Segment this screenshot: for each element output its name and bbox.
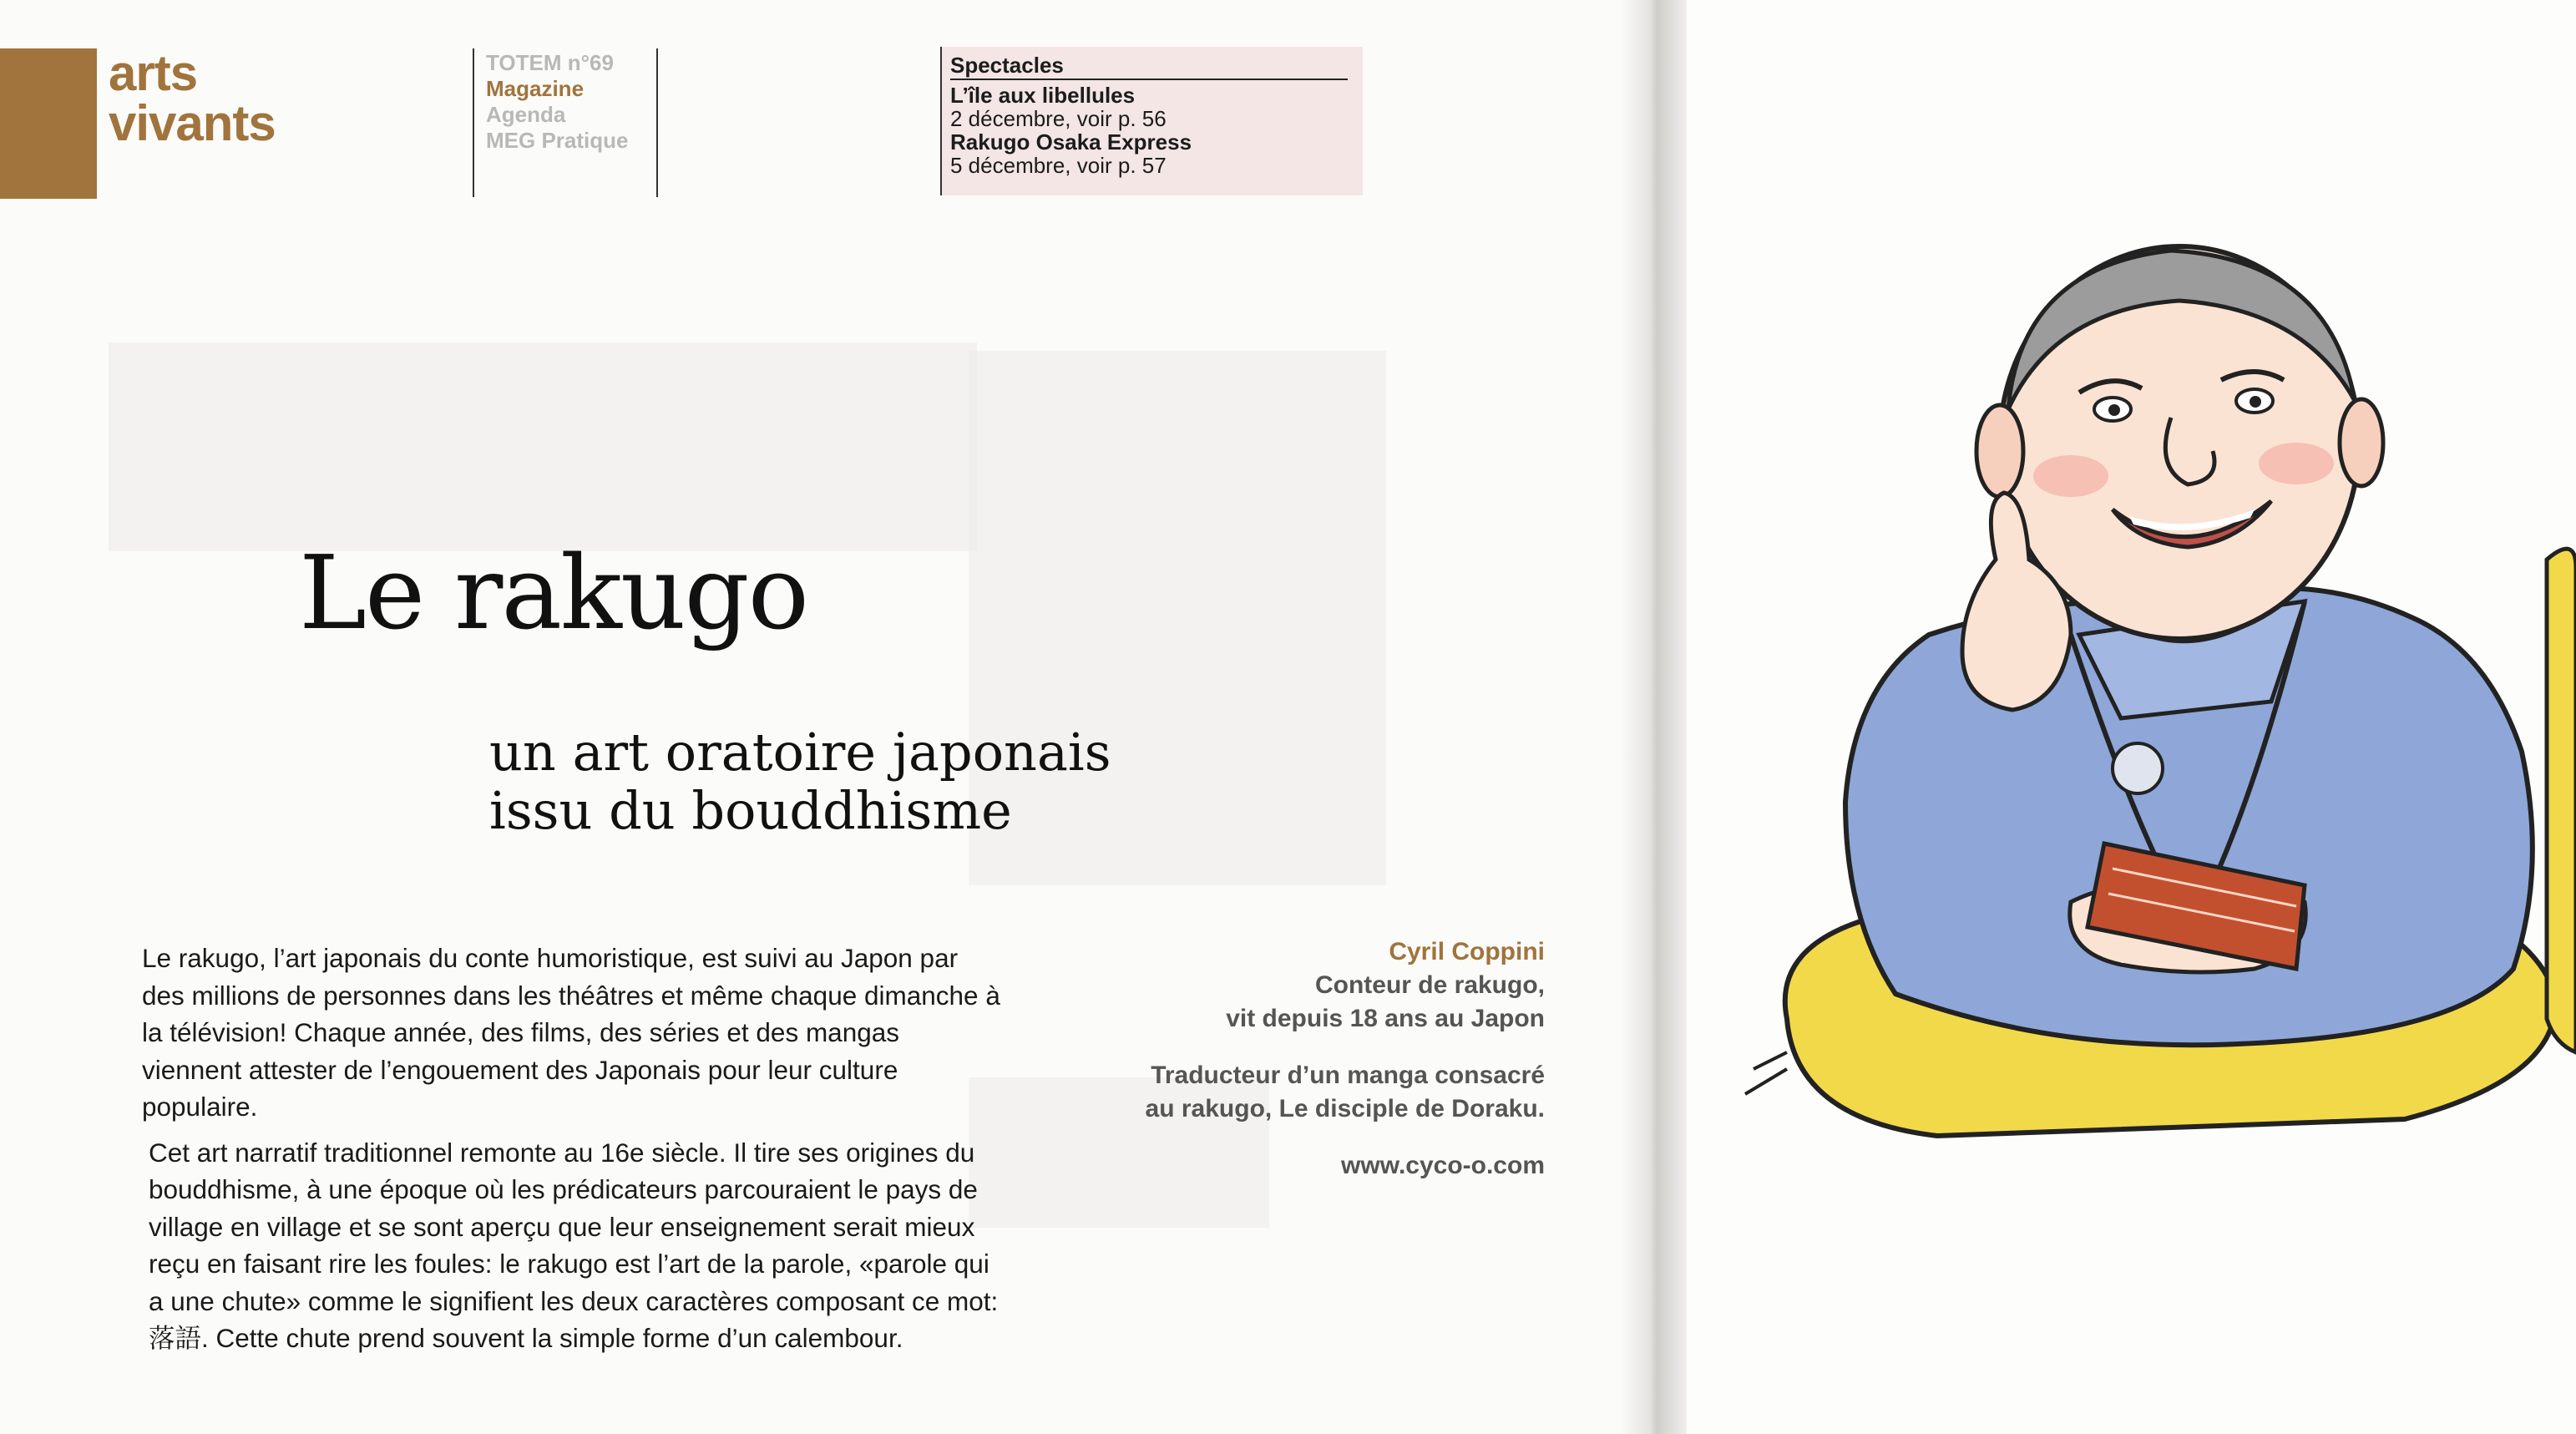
page-gutter (1620, 0, 1687, 1434)
section-color-bar (0, 48, 97, 199)
body-paragraph: Cet art narratif traditionnel remonte au 16e siècle. Il tire ses origines du bouddhisme, à une époque où les prédicateurs parcouraient le pays de village en village et se sont aperçu que leur enseignement serait mieux reçu en faisant rire les foules: le rakugo est l’art de la parole, «parole qui a une chute» comme le signifient les deux caractères composant ce mot: 落語. Cette chute prend souvent la simple forme d’un calembour. (149, 1137, 999, 1353)
body-paragraph: Le rakugo, l’art japonais du conte humoristique, est suivi au Japon par des millions de personnes dans les théâtres et même chaque dimanche à la télévision! Chaque année, des films, des séries et des mangas viennent attester de l’engouement des Japonais pour leur culture populaire. (142, 943, 1000, 1122)
show-through (109, 342, 977, 551)
spectacles-heading: Spectacles (950, 53, 1348, 80)
event-title: L’île aux libellules (950, 83, 1136, 108)
article-subtitle (489, 723, 1111, 840)
storyteller-illustration (1720, 167, 2576, 1269)
section-tag (109, 45, 276, 151)
section-tag-line2: vivants (109, 95, 276, 151)
subtitle-line1: un art oratoire japonais (489, 722, 1111, 783)
subtitle-line2: issu du bouddhisme (489, 780, 1012, 841)
nav-item-magazine: Magazine (486, 76, 585, 101)
magazine-nav (473, 48, 658, 197)
author-credit: au rakugo, Le disciple de Doraku. (1145, 1095, 1545, 1122)
article-title: Le rakugo (299, 534, 808, 652)
author-role: vit depuis 18 ans au Japon (1226, 1005, 1545, 1032)
author-website-link[interactable]: www.cyco-o.com (1341, 1152, 1545, 1179)
author-credit: Traducteur d’un manga consacré (1151, 1062, 1545, 1089)
article-body (142, 940, 1002, 1366)
section-tag-line1: arts (109, 45, 198, 101)
author-name: Cyril Coppini (1389, 938, 1545, 965)
nav-item-issue: TOTEM n°69 (486, 50, 614, 75)
nav-item-meg-pratique: MEG Pratique (486, 128, 629, 153)
nav-item-agenda: Agenda (486, 102, 566, 127)
author-role: Conteur de rakugo, (1314, 971, 1545, 999)
event-detail: 5 décembre, voir p. 57 (950, 153, 1167, 178)
event-title: Rakugo Osaka Express (950, 129, 1192, 155)
event-detail: 2 décembre, voir p. 56 (950, 106, 1167, 131)
author-block (985, 935, 1545, 1183)
spectacles-box (940, 47, 1363, 195)
